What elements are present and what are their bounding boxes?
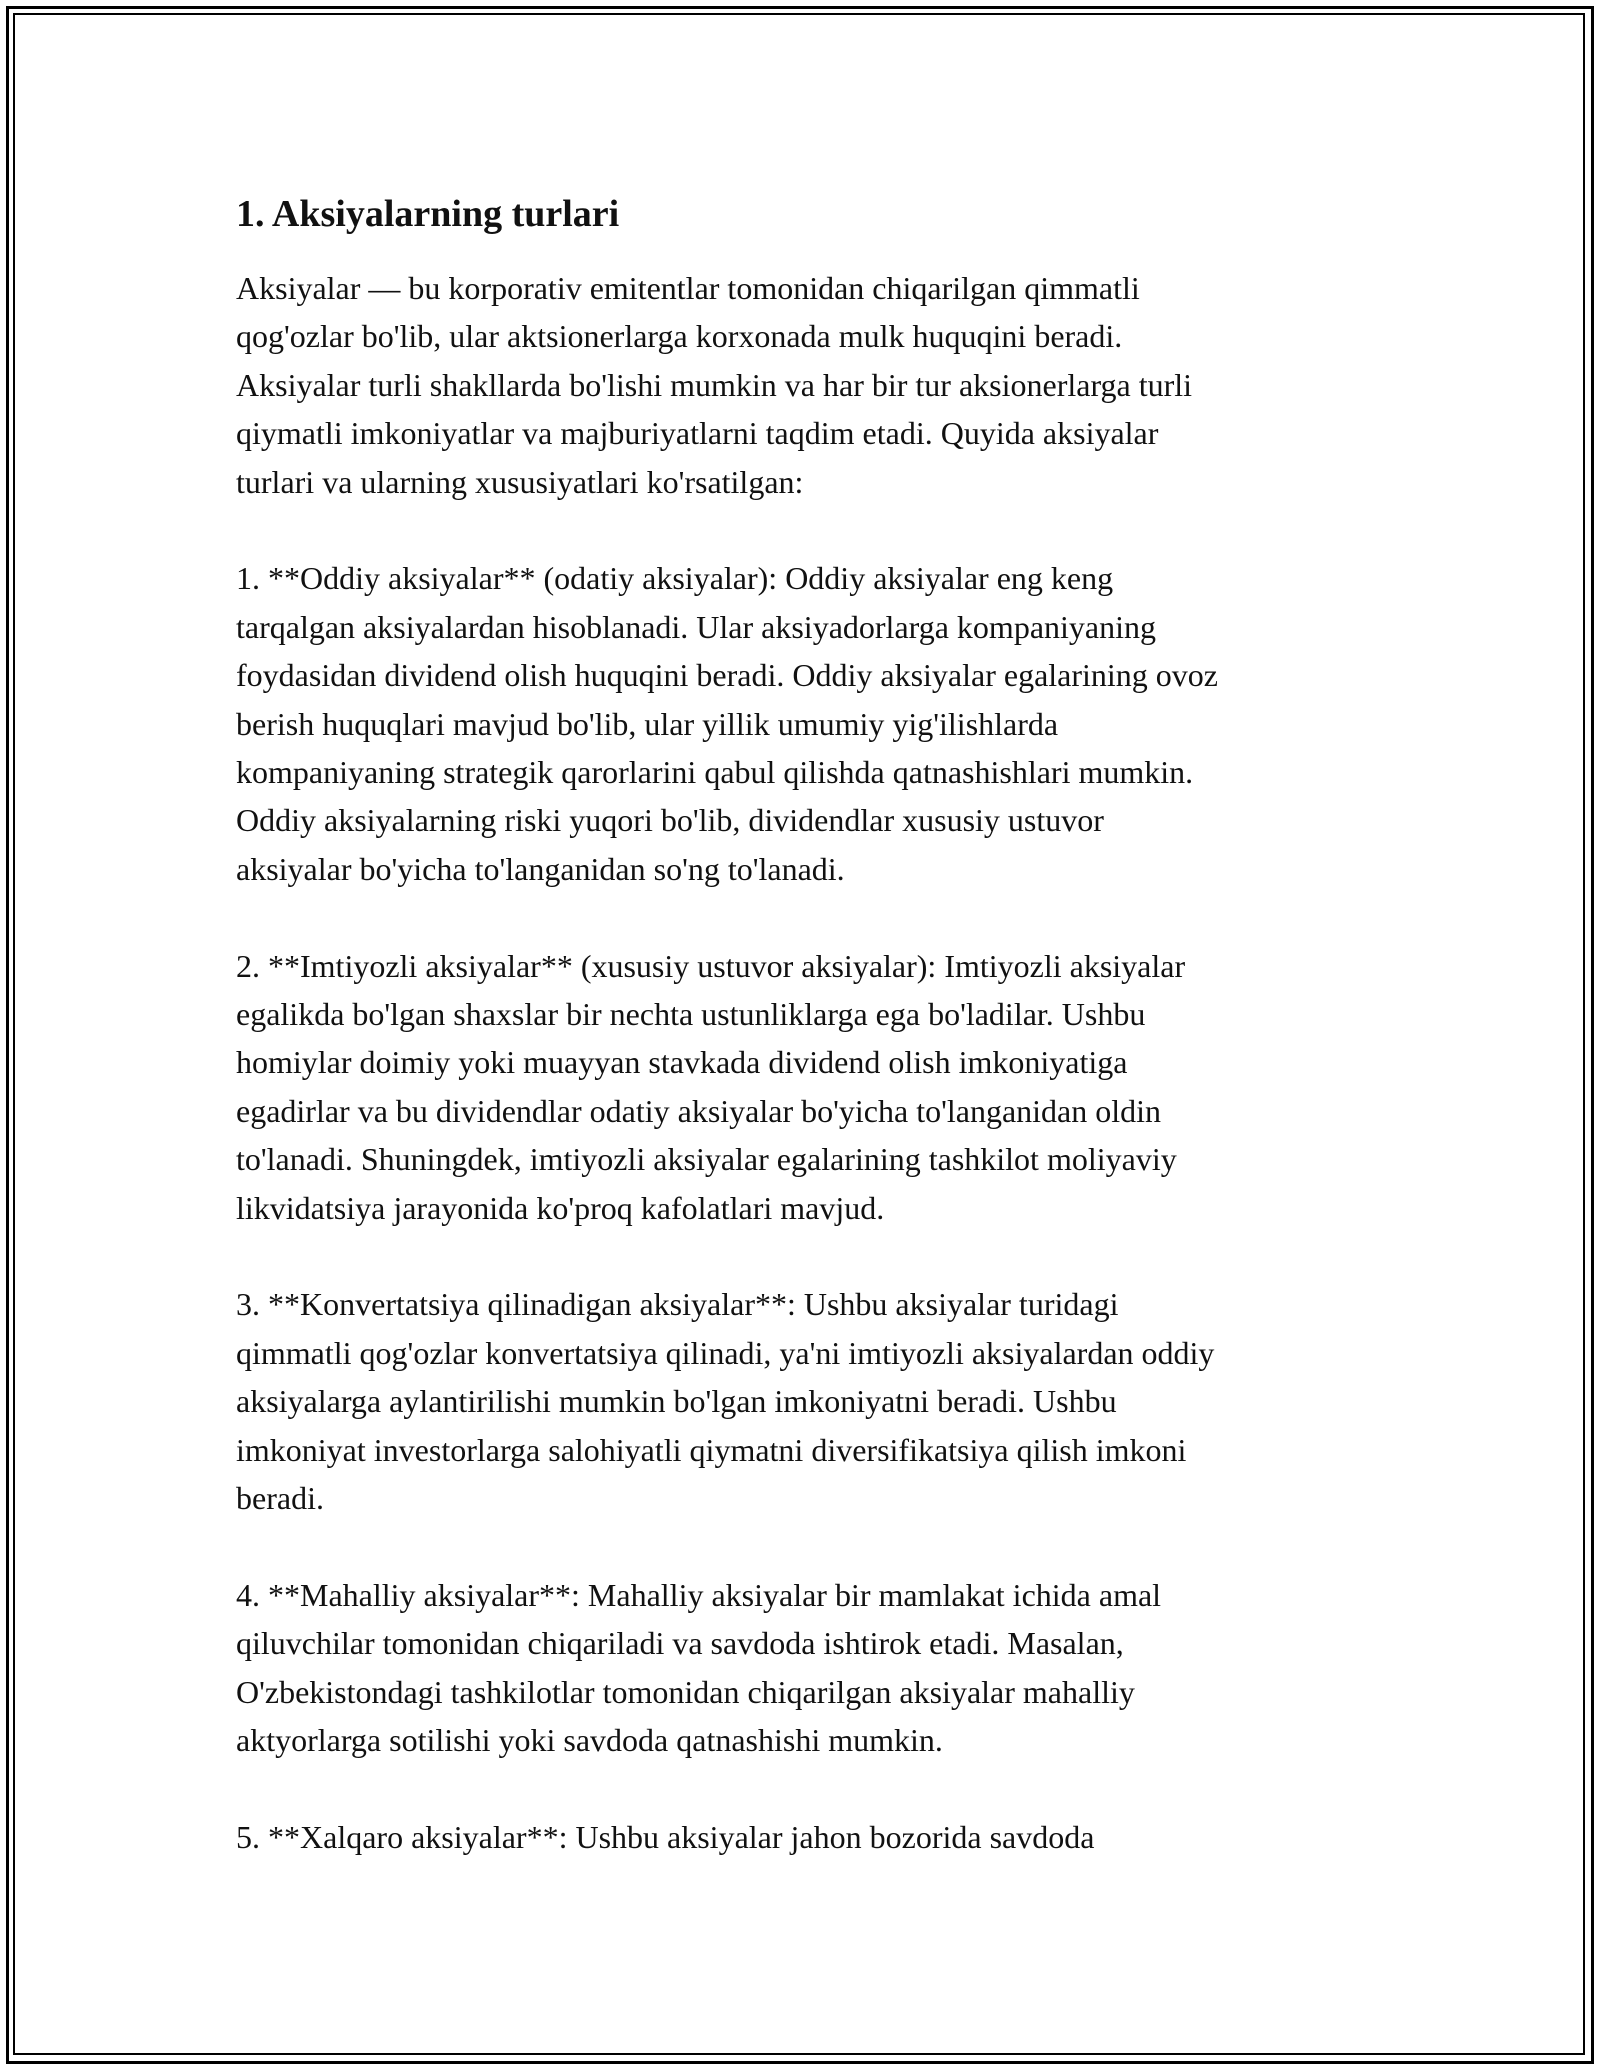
text-line: beradi.: [236, 1480, 324, 1517]
text-line: Oddiy aksiyalarning riski yuqori bo'lib, dividendlar xususiy ustuvor: [236, 802, 1104, 839]
text-line: aksiyalar bo'yicha to'langanidan so'ng to'lanadi.: [236, 850, 845, 887]
intro-paragraph: [236, 264, 1366, 506]
list-item-preferred-shares: [236, 942, 1366, 1232]
list-item-international-shares: [236, 1813, 1366, 1861]
text-line: tarqalgan aksiyalardan hisoblanadi. Ular aksiyadorlarga kompaniyaning: [236, 608, 1156, 645]
text-line: 2. **Imtiyozli aksiyalar** (xususiy ustuvor aksiyalar): Imtiyozli aksiyalar: [236, 947, 1186, 984]
text-line: foydasidan dividend olish huquqini beradi. Oddiy aksiyalar egalarining ovoz: [236, 657, 1218, 694]
text-line: egalikda bo'lgan shaxslar bir nechta ustunliklarga ega bo'ladilar. Ushbu: [236, 996, 1146, 1033]
document-body: [236, 186, 1366, 1861]
list-item-convertible-shares: [236, 1280, 1366, 1522]
list-item-local-shares: [236, 1571, 1366, 1765]
list-item-common-shares: [236, 554, 1366, 893]
text-line: Aksiyalar — bu korporativ emitentlar tomonidan chiqarilgan qimmatli: [236, 270, 1140, 306]
text-line: turlari va ularning xususiyatlari ko'rsatilgan:: [236, 463, 804, 500]
text-line: 3. **Konvertatsiya qilinadigan aksiyalar**: Ushbu aksiyalar turidagi: [236, 1286, 1119, 1323]
text-line: imkoniyat investorlarga salohiyatli qiymatni diversifikatsiya qilish imkoni: [236, 1431, 1187, 1468]
text-line: likvidatsiya jarayonida ko'proq kafolatlari mavjud.: [236, 1189, 885, 1226]
text-line: berish huquqlari mavjud bo'lib, ular yillik umumiy yig'ilishlarda: [236, 705, 1059, 742]
text-line: kompaniyaning strategik qarorlarini qabul qilishda qatnashishlari mumkin.: [236, 754, 1194, 791]
text-line: to'lanadi. Shuningdek, imtiyozli aksiyalar egalarining tashkilot moliyaviy: [236, 1141, 1177, 1178]
section-heading: 1. Aksiyalarning turlari: [236, 193, 620, 235]
text-line: aktyorlarga sotilishi yoki savdoda qatnashishi mumkin.: [236, 1722, 943, 1759]
text-line: homiylar doimiy yoki muayyan stavkada dividend olish imkoniyatiga: [236, 1044, 1128, 1081]
text-line: Aksiyalar turli shakllarda bo'lishi mumkin va har bir tur aksionerlarga turli: [236, 366, 1193, 403]
text-line: aksiyalarga aylantirilishi mumkin bo'lgan imkoniyatni beradi. Ushbu: [236, 1383, 1117, 1420]
text-line: qiluvchilar tomonidan chiqariladi va savdoda ishtirok etadi. Masalan,: [236, 1625, 1124, 1662]
text-line: qimmatli qog'ozlar konvertatsiya qilinadi, ya'ni imtiyozli aksiyalardan oddiy: [236, 1334, 1215, 1371]
text-line: 4. **Mahalliy aksiyalar**: Mahalliy aksiyalar bir mamlakat ichida amal: [236, 1576, 1162, 1613]
text-line: 5. **Xalqaro aksiyalar**: Ushbu aksiyalar jahon bozorida savdoda: [236, 1818, 1095, 1855]
text-line: egadirlar va bu dividendlar odatiy aksiyalar bo'yicha to'langanidan oldin: [236, 1092, 1162, 1129]
text-line: 1. **Oddiy aksiyalar** (odatiy aksiyalar): Oddiy aksiyalar eng keng: [236, 560, 1114, 597]
text-line: qog'ozlar bo'lib, ular aktsionerlarga korxonada mulk huquqini beradi.: [236, 318, 1123, 355]
text-line: qiymatli imkoniyatlar va majburiyatlarni taqdim etadi. Quyida aksiyalar: [236, 415, 1159, 452]
text-line: O'zbekistondagi tashkilotlar tomonidan chiqarilgan aksiyalar mahalliy: [236, 1673, 1135, 1710]
